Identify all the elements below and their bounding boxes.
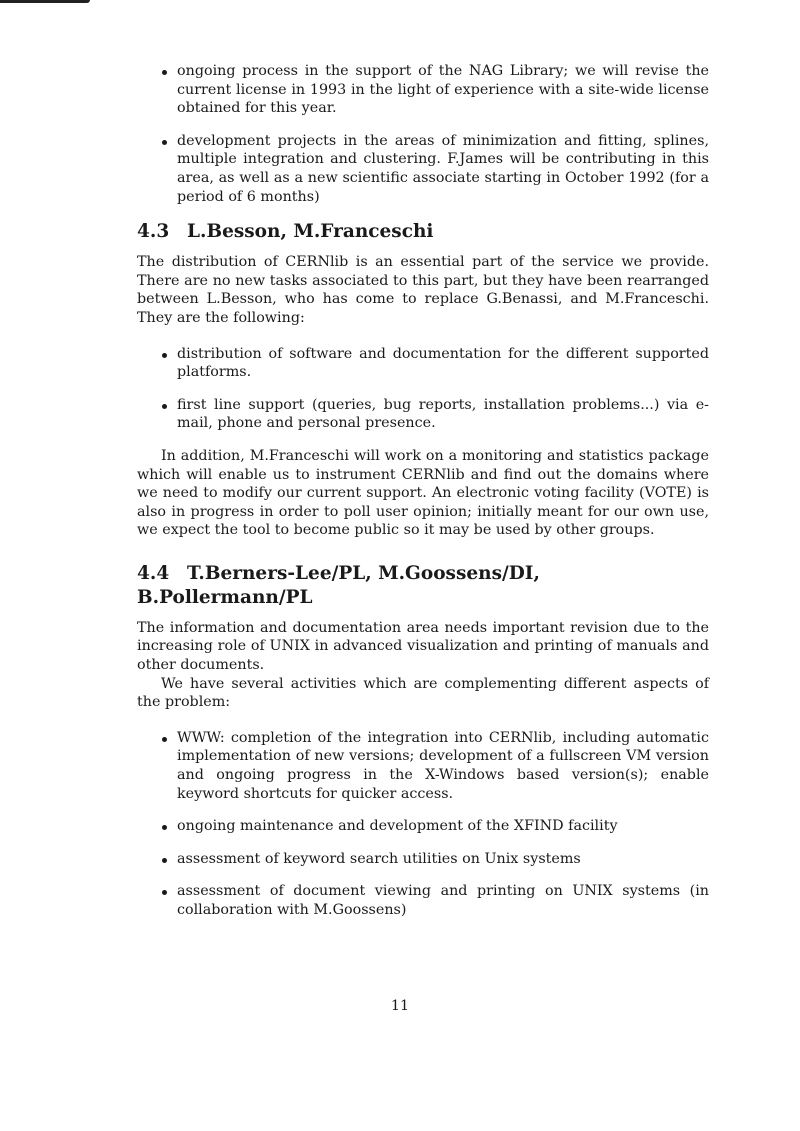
section-title: T.Berners-Lee/PL, M.Goossens/DI, B.Pollermann/PL <box>137 562 540 608</box>
bullet-icon <box>162 140 167 145</box>
section-number: 4.4 <box>137 562 170 584</box>
section-heading-4-4 <box>137 562 709 610</box>
distribution-task-list <box>137 345 709 433</box>
activity-list <box>137 729 709 920</box>
bullet-icon <box>162 70 167 75</box>
bullet-icon <box>162 353 167 358</box>
scan-edge-mark <box>0 0 90 3</box>
bullet-icon <box>162 825 167 830</box>
list-item: development projects in the areas of minimization and fitting, splines, multiple integration and clustering. F.James will be contributing in this area, as well as a new scientific associate starting in October 1992 (for a period of 6 months) <box>137 132 709 206</box>
section-intro: The information and documentation area needs important revision due to the increasing role of UNIX in advanced visualization and printing of manuals and other documents. <box>137 619 709 674</box>
list-item: assessment of keyword search utilities on Unix systems <box>137 850 709 869</box>
list-item: ongoing maintenance and development of the XFIND facility <box>137 817 709 836</box>
list-item: assessment of document viewing and printing on UNIX systems (in collaboration with M.Goossens) <box>137 882 709 919</box>
section-paragraph: In addition, M.Franceschi will work on a monitoring and statistics package which will enable us to instrument CERNlib and find out the domains where we need to modify our current support. An electronic voting facility (VOTE) is also in progress in order to poll user opinion; initially meant for our own use, we expect the tool to become public so it may be used by other groups. <box>137 447 709 539</box>
section-title: L.Besson, M.Franceschi <box>187 221 434 243</box>
list-item: WWW: completion of the integration into CERNlib, including automatic implementation of new versions; development of a fullscreen VM version and ongoing progress in the X-Windows based version(s); enable keyword shortcuts for quicker access. <box>137 729 709 803</box>
section-paragraph: We have several activities which are complementing different aspects of the problem: <box>137 675 709 711</box>
top-bullet-list <box>137 62 709 206</box>
document-page <box>137 62 709 934</box>
page-number: 11 <box>390 998 410 1014</box>
list-item: ongoing process in the support of the NAG Library; we will revise the current license in 1993 in the light of experience with a site-wide license obtained for this year. <box>137 62 709 118</box>
section-heading-4-3 <box>137 220 709 244</box>
list-item: first line support (queries, bug reports, installation problems...) via e-mail, phone and personal presence. <box>137 396 709 433</box>
bullet-icon <box>162 737 167 742</box>
list-item: distribution of software and documentation for the different supported platforms. <box>137 345 709 382</box>
bullet-icon <box>162 404 167 409</box>
section-intro: The distribution of CERNlib is an essential part of the service we provide. There are no new tasks associated to this part, but they have been rearranged between L.Besson, who has come to replace G.Benassi, and M.Franceschi. They are the following: <box>137 254 709 326</box>
section-number: 4.3 <box>137 221 170 243</box>
bullet-icon <box>162 858 167 863</box>
bullet-icon <box>162 890 167 895</box>
